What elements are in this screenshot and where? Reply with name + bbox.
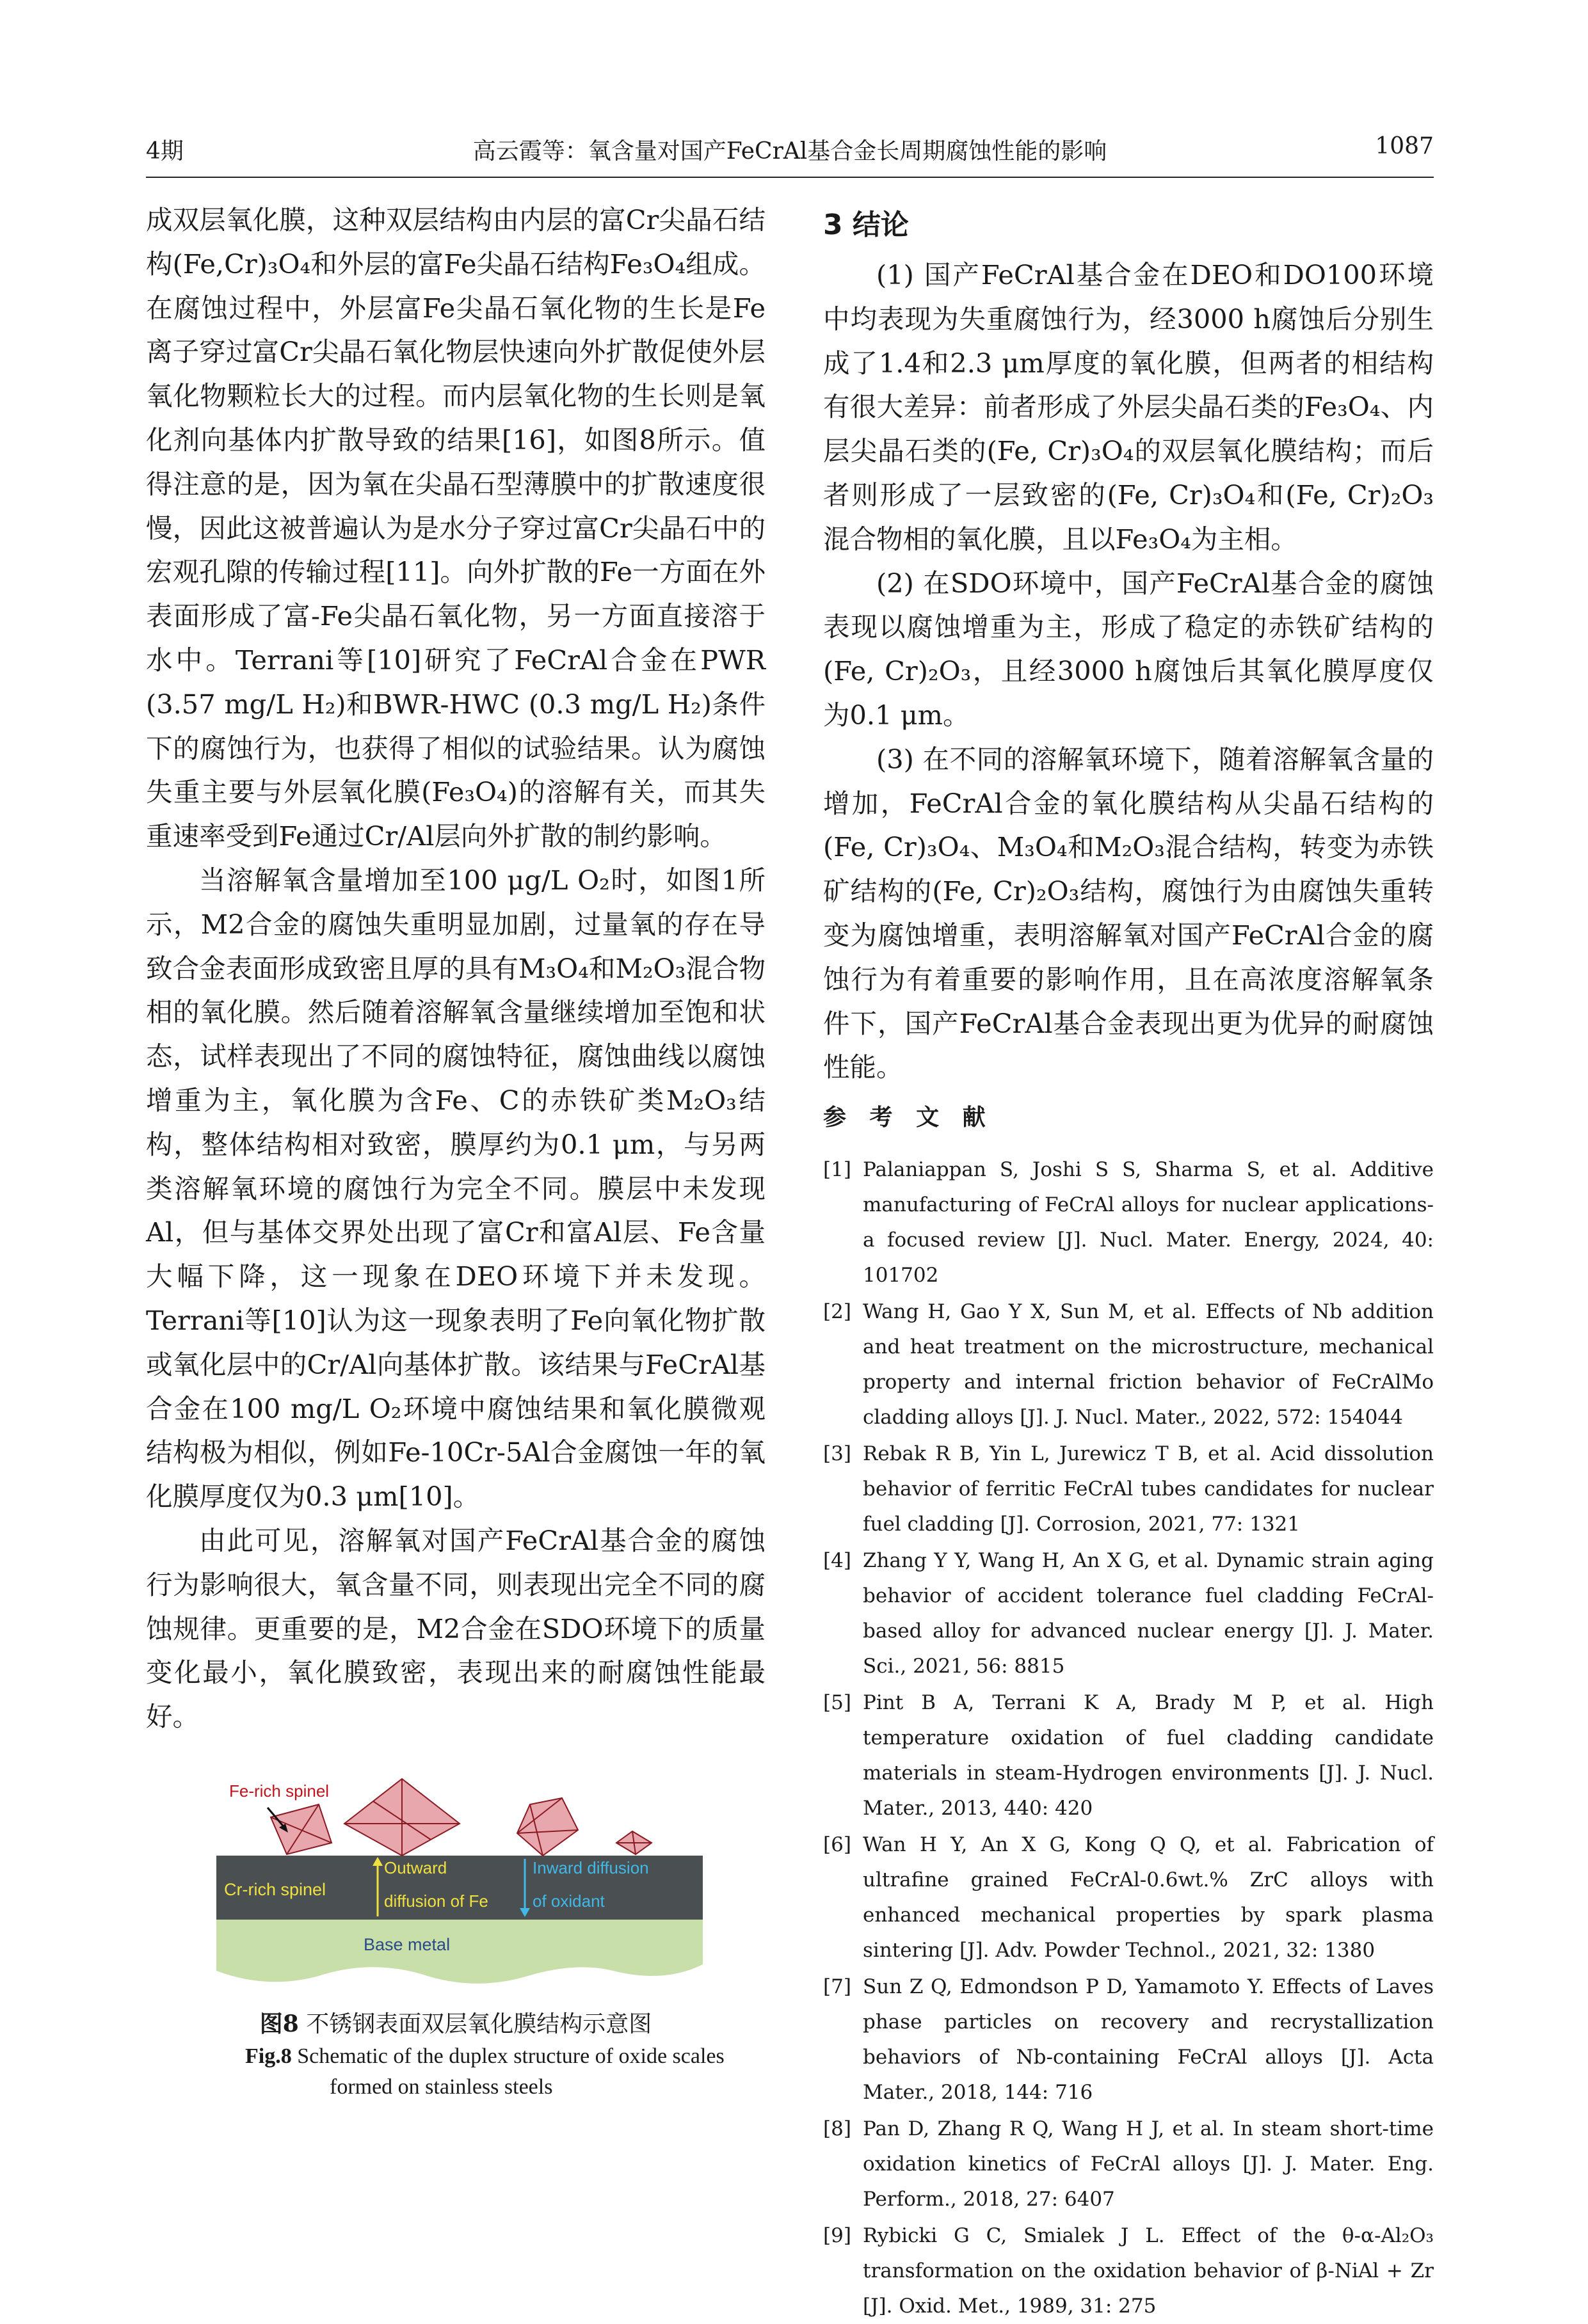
reference-text: Pint B A, Terrani K A, Brady M P, et al. High temperature oxidation of fuel cladding candidate materials in steam-Hydrogen environments [J]. J. Nucl. Mater., 2013, 440: 420 xyxy=(863,1691,1434,1820)
reference-item xyxy=(823,1437,1434,1542)
reference-number: [1] xyxy=(823,1158,851,1182)
references-title: 参 考 文 献 xyxy=(823,1104,993,1131)
figure-caption-en xyxy=(245,2041,770,2103)
reference-number: [6] xyxy=(823,1833,851,1857)
right-column xyxy=(823,198,1434,2318)
reference-item xyxy=(823,2218,1434,2324)
reference-item xyxy=(823,1152,1434,1293)
reference-text: Wan H Y, An X G, Kong Q Q, et al. Fabrication of ultrafine grained FeCrAl-0.6wt.% ZrC alloys with enhanced mechanical properties by spark plasma sintering [J]. Adv. Powder Technol., 2021, 32: 1380 xyxy=(863,1833,1434,1962)
outward-label-1: Outward xyxy=(384,1858,447,1877)
inward-label-1: Inward diffusion xyxy=(533,1858,649,1877)
caption-cn-label: 图8 xyxy=(259,2010,299,2037)
issue-number: 4期 xyxy=(146,138,184,164)
reference-number: [3] xyxy=(823,1442,851,1466)
reference-item xyxy=(823,1685,1434,1826)
body-paragraph-3: 由此可见，溶解氧对国产FeCrAl基合金的腐蚀行为影响很大，氧含量不同，则表现出完全不同的腐蚀规律。更重要的是，M2合金在SDO环境下的质量变化最小，氧化膜致密，表现出来的耐腐蚀性能最好。 xyxy=(146,1524,766,1733)
fe-rich-spinel-label: Fe-rich spinel xyxy=(229,1781,330,1801)
reference-item xyxy=(823,2112,1434,2217)
base-metal-layer xyxy=(216,1920,703,1984)
reference-text: Sun Z Q, Edmondson P D, Yamamoto Y. Effects of Laves phase particles on recovery and recrystallization behaviors of Nb-containing FeCrAl alloys [J]. Acta Mater., 2018, 144: 716 xyxy=(863,1975,1434,2105)
reference-item xyxy=(823,1827,1434,1968)
reference-text: Rebak R B, Yin L, Jurewicz T B, et al. Acid dissolution behavior of ferritic FeCrAl tubes candidates for nuclear fuel cladding [J]. Corrosion, 2021, 77: 1321 xyxy=(863,1442,1434,1536)
conclusion-2: (2) 在SDO环境中，国产FeCrAl基合金的腐蚀表现以腐蚀增重为主，形成了稳定的赤铁矿结构的(Fe, Cr)₂O₃，且经3000 h腐蚀后其氧化膜厚度仅为0.1 μm。 xyxy=(823,567,1434,731)
page-number: 1087 xyxy=(1375,133,1434,159)
reference-number: [7] xyxy=(823,1975,851,1999)
base-metal-label: Base metal xyxy=(364,1935,451,1954)
reference-number: [5] xyxy=(823,1691,851,1715)
section-title-conclusion: 3 结论 xyxy=(823,209,909,241)
cr-rich-spinel-label: Cr-rich spinel xyxy=(224,1880,326,1899)
reference-number: [4] xyxy=(823,1549,851,1573)
body-paragraph-1: 成双层氧化膜，这种双层结构由内层的富Cr尖晶石结构(Fe,Cr)₃O₄和外层的富Fe尖晶石结构Fe₃O₄组成。在腐蚀过程中，外层富Fe尖晶石氧化物的生长是Fe离子穿过富Cr尖晶石氧化物层快速向外扩散促使外层氧化物颗粒长大的过程。而内层氧化物的生长则是氧化剂向基体内扩散导致的结果[16]，如图8所示。值得注意的是，因为氧在尖晶石型薄膜中的扩散速度很慢，因此这被普遍认为是水分子穿过富Cr尖晶石中的宏观孔隙的传输过程[11]。向外扩散的Fe一方面在外表面形成了富-Fe尖晶石氧化物，另一方面直接溶于水中。Terrani等[10]研究了FeCrAl合金在PWR (3.57 mg/L H₂)和BWR-HWC (0.3 mg/L H₂)条件下的腐蚀行为，也获得了相似的试验结果。认为腐蚀失重主要与外层氧化膜(Fe₃O₄)的溶解有关，而其失重速率受到Fe通过Cr/Al层向外扩散的制约影响。 xyxy=(146,204,766,852)
reference-item xyxy=(823,1970,1434,2110)
running-title: 高云霞等：氧含量对国产FeCrAl基合金长周期腐蚀性能的影响 xyxy=(472,138,1107,164)
reference-text: Rybicki G C, Smialek J L. Effect of the θ-α-Al₂O₃ transformation on the oxidation behavior of β-NiAl + Zr [J]. Oxid. Met., 1989, 31: 275 xyxy=(863,2224,1434,2318)
running-header xyxy=(146,133,1434,171)
figure-caption-cn xyxy=(146,2006,766,2039)
reference-list xyxy=(823,1152,1434,2324)
reference-number: [2] xyxy=(823,1300,851,1324)
reference-text: Wang H, Gao Y X, Sun M, et al. Effects of Nb addition and heat treatment on the microstructure, mechanical property and internal friction behavior of FeCrAlMo cladding alloys [J]. J. Nucl. Mater., 2022, 572: 154044 xyxy=(863,1300,1434,1429)
reference-text: Zhang Y Y, Wang H, An X G, et al. Dynamic strain aging behavior of accident tolerance fuel cladding FeCrAl-based alloy for advanced nuclear energy [J]. J. Mater. Sci., 2021, 56: 8815 xyxy=(863,1549,1434,1678)
header-rule xyxy=(146,177,1434,178)
outward-label-2: diffusion of Fe xyxy=(384,1891,488,1911)
caption-cn-text: 不锈钢表面双层氧化膜结构示意图 xyxy=(306,2011,652,2037)
caption-en-label: Fig.8 xyxy=(245,2044,292,2068)
reference-text: Pan D, Zhang R Q, Wang H J, et al. In steam short-time oxidation kinetics of FeCrAl alloys [J]. J. Mater. Eng. Perform., 2018, 27: 6407 xyxy=(863,2117,1434,2211)
body-paragraph-2: 当溶解氧含量增加至100 μg/L O₂时，如图1所示，M2合金的腐蚀失重明显加剧，过量氧的存在导致合金表面形成致密且厚的具有M₃O₄和M₂O₃混合物相的氧化膜。然后随着溶解氧含量继续增加至饱和状态，试样表现出了不同的腐蚀特征，腐蚀曲线以腐蚀增重为主，氧化膜为含Fe、C的赤铁矿类M₂O₃结构，整体结构相对致密，膜厚约为0.1 μm，与另两类溶解氧环境的腐蚀行为完全不同。膜层中未发现Al，但与基体交界处出现了富Cr和富Al层、Fe含量大幅下降，这一现象在DEO环境下并未发现。Terrani等[10]认为这一现象表明了Fe向氧化物扩散或氧化层中的Cr/Al向基体扩散。该结果与FeCrAl基合金在100 mg/L O₂环境中腐蚀结果和氧化膜微观结构极为相似，例如Fe-10Cr-5Al合金腐蚀一年的氧化膜厚度仅为0.3 μm[10]。 xyxy=(146,864,766,1513)
conclusion-1: (1) 国产FeCrAl基合金在DEO和DO100环境中均表现为失重腐蚀行为，经3000 h腐蚀后分别生成了1.4和2.3 μm厚度的氧化膜，但两者的相结构有很大差异：前者形成了外层尖晶石类的Fe₃O₄、内层尖晶石类的(Fe, Cr)₃O₄的双层氧化膜结构；而后者则形成了一层致密的(Fe, Cr)₃O₄和(Fe, Cr)₂O₃混合物相的氧化膜，且以Fe₃O₄为主相。 xyxy=(823,259,1434,555)
reference-item xyxy=(823,1294,1434,1435)
caption-en-line-1: Schematic of the duplex structure of oxide scales xyxy=(297,2044,725,2068)
reference-number: [9] xyxy=(823,2224,851,2248)
left-column xyxy=(146,198,766,1804)
oxide-scale-schematic xyxy=(216,1779,703,1996)
conclusion-3: (3) 在不同的溶解氧环境下，随着溶解氧含量的增加，FeCrAl合金的氧化膜结构从尖晶石结构的(Fe, Cr)₃O₄、M₃O₄和M₂O₃混合结构，转变为赤铁矿结构的(Fe, Cr)₂O₃结构，腐蚀行为由腐蚀失重转变为腐蚀增重，表明溶解氧对国产FeCrAl合金的腐蚀行为有着重要的影响作用，且在高浓度溶解氧条件下，国产FeCrAl基合金表现出更为优异的耐腐蚀性能。 xyxy=(823,743,1434,1083)
inward-label-2: of oxidant xyxy=(533,1891,605,1911)
caption-en-line-2: formed on stainless steels xyxy=(330,2075,553,2099)
figure-8 xyxy=(146,1779,766,2137)
reference-item xyxy=(823,1543,1434,1684)
reference-text: Palaniappan S, Joshi S S, Sharma S, et al. Additive manufacturing of FeCrAl alloys for nuclear applications-a focused review [J]. Nucl. Mater. Energy, 2024, 40: 101702 xyxy=(863,1158,1434,1287)
reference-number: [8] xyxy=(823,2117,851,2141)
